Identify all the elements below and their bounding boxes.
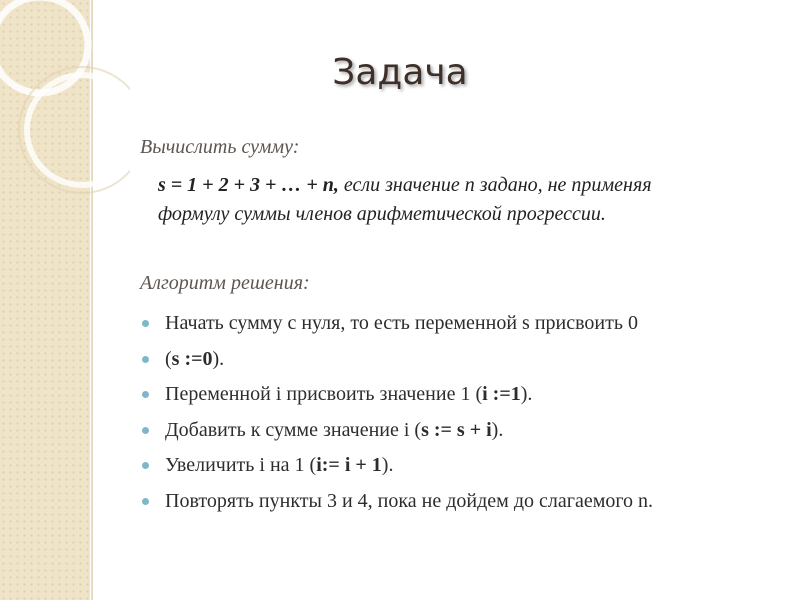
- algorithm-heading: Алгоритм решения:: [140, 272, 310, 294]
- task-statement-line-2: формулу суммы членов арифметической прогрессии.: [158, 203, 606, 225]
- step-text-pre: (: [165, 347, 172, 370]
- list-item: [140, 344, 790, 380]
- bullet-icon: [142, 462, 149, 469]
- bullet-icon: [142, 320, 149, 327]
- algorithm-steps-list: [140, 308, 790, 521]
- step-code: s := s + i: [421, 418, 492, 441]
- step-code: i:= i + 1: [316, 454, 382, 476]
- list-item: [140, 308, 790, 344]
- list-item: [140, 450, 790, 486]
- step-text: Повторять пункты 3 и 4, пока не дойдем до слагаемого n.: [165, 489, 654, 512]
- bullet-icon: [142, 498, 149, 505]
- step-code: s :=0: [171, 347, 213, 370]
- step-text-post: ).: [520, 383, 533, 405]
- list-item: [140, 486, 790, 522]
- task-heading: Вычислить сумму:: [140, 136, 300, 158]
- bullet-icon: [142, 427, 149, 434]
- bullet-icon: [142, 391, 149, 398]
- sum-formula: s = 1 + 2 + 3 + … + n,: [158, 174, 339, 196]
- step-text-pre: Увеличить i на 1 (: [165, 454, 317, 476]
- step-text-post: ).: [212, 347, 225, 370]
- step-text-pre: Переменной i присвоить значение 1 (: [165, 383, 483, 405]
- task-statement-line-1: [158, 174, 652, 197]
- list-item: [140, 379, 790, 415]
- step-code: i :=1: [482, 383, 521, 405]
- list-item: [140, 415, 790, 451]
- step-text-pre: Добавить к сумме значение i (: [165, 418, 422, 441]
- step-text-post: ).: [381, 454, 394, 476]
- bullet-icon: [142, 356, 149, 363]
- step-text-post: ).: [491, 418, 504, 441]
- slide-title: Задача: [332, 52, 468, 93]
- step-text: Начать сумму с нуля, то есть переменной s присвоить 0: [165, 312, 638, 334]
- task-condition: если значение n задано, не применяя: [338, 174, 652, 196]
